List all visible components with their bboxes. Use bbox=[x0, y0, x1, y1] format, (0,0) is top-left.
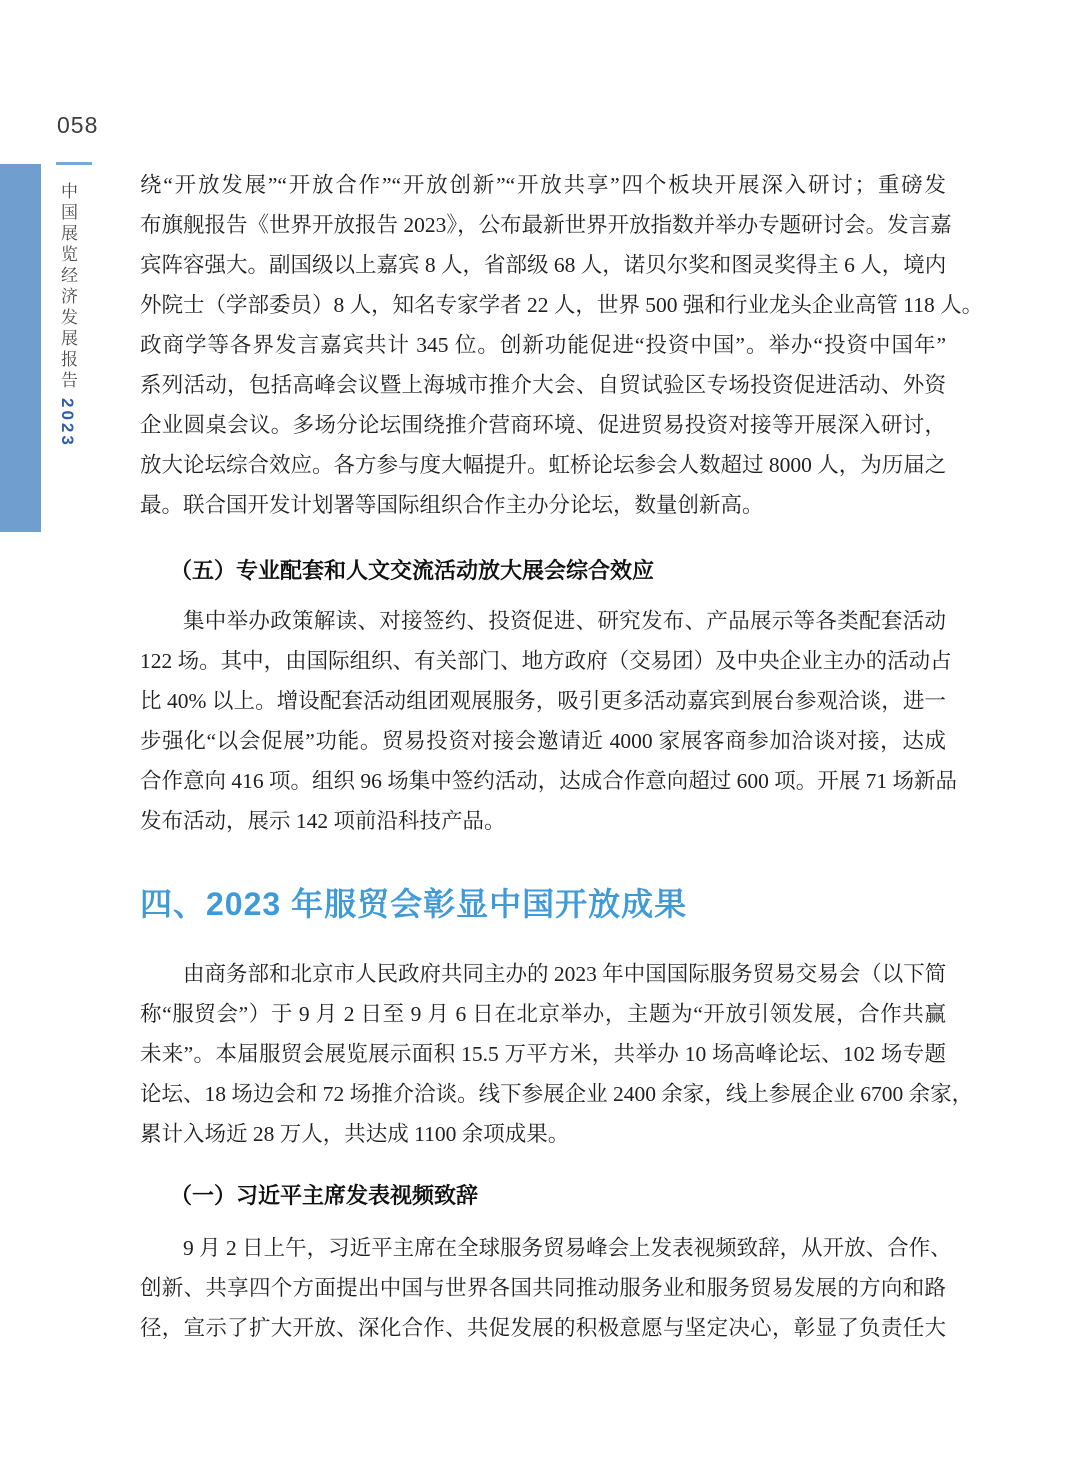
page-number-rule bbox=[56, 162, 92, 165]
text-line: 布旗舰报告《世界开放报告 2023》，公布最新世界开放指数并举办专题研讨会。发言嘉 bbox=[140, 213, 952, 237]
text-line: 系列活动，包括高峰会议暨上海城市推介大会、自贸试验区专场投资促进活动、外资 bbox=[140, 373, 946, 397]
paragraph-supporting-activities bbox=[140, 601, 958, 841]
sidebar-vertical-title bbox=[54, 182, 80, 448]
text-line: 外院士（学部委员）8 人，知名专家学者 22 人，世界 500 强和行业龙头企业高管 118 人。 bbox=[140, 293, 984, 317]
text-line: 122 场。其中，由国际组织、有关部门、地方政府（交易团）及中央企业主办的活动占 bbox=[140, 649, 952, 673]
text-line: 政商学等各界发言嘉宾共计 345 位。创新功能促进“投资中国”。举办“投资中国年” bbox=[140, 333, 946, 357]
text-line: 由商务部和北京市人民政府共同主办的 2023 年中国国际服务贸易交易会（以下简 bbox=[183, 962, 947, 986]
text-line: 径，宣示了扩大开放、深化合作、共促发展的积极意愿与坚定决心，彰显了负责任大 bbox=[140, 1316, 946, 1340]
sidebar-year-text: 2023 bbox=[58, 398, 77, 448]
text-line: 称“服贸会”）于 9 月 2 日至 9 月 6 日在北京举办，主题为“开放引领发展，合作共赢 bbox=[140, 1002, 946, 1026]
text-line: 累计入场近 28 万人，共达成 1100 余项成果。 bbox=[140, 1122, 570, 1146]
paragraph-expo-forums bbox=[140, 165, 984, 525]
text-line: 绕“开放发展”“开放合作”“开放创新”“开放共享”四个板块开展深入研讨；重磅发 bbox=[140, 173, 946, 197]
text-line: 放大论坛综合效应。各方参与度大幅提升。虹桥论坛参会人数超过 8000 人，为历届之 bbox=[140, 453, 947, 477]
main-text-column bbox=[140, 165, 984, 1348]
text-line: 步强化“以会促展”功能。贸易投资对接会邀请近 4000 家展客商参加洽谈对接，达成 bbox=[140, 729, 946, 753]
text-line: 发布活动，展示 142 项前沿科技产品。 bbox=[140, 809, 506, 833]
text-line: 9 月 2 日上午，习近平主席在全球服务贸易峰会上发表视频致辞，从开放、合作、 bbox=[183, 1236, 952, 1260]
text-line: 最。联合国开发计划署等国际组织合作主办分论坛，数量创新高。 bbox=[140, 493, 764, 517]
paragraph-video-address bbox=[140, 1228, 952, 1348]
text-line: 集中举办政策解读、对接签约、投资促进、研究发布、产品展示等各类配套活动 bbox=[183, 609, 946, 633]
text-line: 宾阵容强大。副国级以上嘉宾 8 人，省部级 68 人，诺贝尔奖和图灵奖得主 6 人，境内 bbox=[140, 253, 947, 277]
sidebar-blue-band bbox=[0, 164, 41, 532]
page-number: 058 bbox=[57, 112, 99, 138]
sidebar-title-text: 中国展览经济发展报告 bbox=[58, 182, 77, 392]
text-line: 未来”。本届服贸会展览展示面积 15.5 万平方米，共举办 10 场高峰论坛、102 场专题 bbox=[140, 1042, 946, 1066]
text-line: 论坛、18 场边会和 72 场推介洽谈。线下参展企业 2400 余家，线上参展企业 6700 余家， bbox=[140, 1082, 974, 1106]
text-line: 创新、共享四个方面提出中国与世界各国共同推动服务业和服务贸易发展的方向和路 bbox=[140, 1276, 946, 1300]
text-line: 比 40% 以上。增设配套活动组团观展服务，吸引更多活动嘉宾到展台参观洽谈，进一 bbox=[140, 689, 946, 713]
subheading-section-one: （一）习近平主席发表视频致辞 bbox=[170, 1183, 479, 1208]
paragraph-ciftis-overview bbox=[140, 954, 974, 1154]
text-line: 企业圆桌会议。多场分论坛围绕推介营商环境、促进贸易投资对接等开展深入研讨， bbox=[140, 413, 946, 437]
subheading-section-five: （五）专业配套和人文交流活动放大展会综合效应 bbox=[170, 558, 655, 583]
section-heading-four: 四、2023 年服贸会彰显中国开放成果 bbox=[140, 886, 688, 922]
text-line: 合作意向 416 项。组织 96 场集中签约活动，达成合作意向超过 600 项。开展 71 场新品 bbox=[140, 769, 958, 793]
